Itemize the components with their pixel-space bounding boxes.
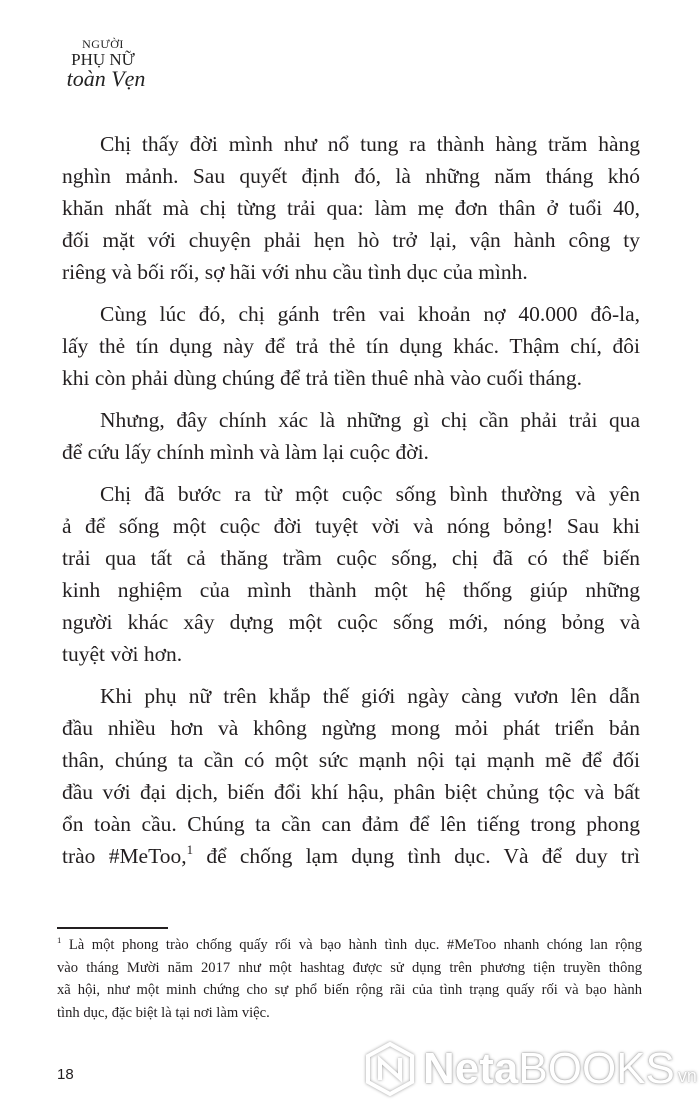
text-line	[62, 404, 640, 436]
footnote	[57, 934, 642, 1024]
line-text: để cứu lấy chính mình và làm lại cuộc đời.	[62, 440, 429, 464]
footnote-reference[interactable]: 1	[186, 842, 194, 857]
paragraph	[62, 404, 640, 468]
text-line	[62, 362, 640, 394]
line-text: khăn nhất mà chị từng trải qua: làm mẹ đơn thân ở tuổi 40,	[62, 196, 640, 220]
footnote-line	[57, 1002, 642, 1025]
line-text: tuyệt vời hơn.	[62, 642, 183, 666]
footnote-divider	[57, 927, 168, 929]
footnote-text: xã hội, như một minh chứng cho sự phổ biến rộng rãi của tình trạng quấy rối và bạo hành	[57, 982, 642, 998]
footnote-text: Là một phong trào chống quấy rối và bạo hành tình dục. #MeToo nhanh chóng lan rộng	[68, 937, 643, 953]
line-text: thân, chúng ta cần có một sức mạnh nội tại mạnh mẽ để đối	[62, 748, 640, 772]
line-text: kinh nghiệm của mình thành một hệ thống giúp những	[62, 578, 640, 602]
line-text: ổn toàn cầu. Chúng ta cần can đảm để lên tiếng trong phong	[62, 812, 640, 836]
text-line	[62, 510, 640, 542]
text-line	[62, 330, 640, 362]
book-title-logo	[58, 38, 148, 90]
text-line	[62, 298, 640, 330]
paragraph	[62, 298, 640, 394]
text-line	[62, 808, 640, 840]
line-text: Chị thấy đời mình như nổ tung ra thành hàng trăm hàng	[100, 132, 640, 156]
footnote-text: tình dục, đặc biệt là tại nơi làm việc.	[57, 1004, 270, 1021]
line-text: Chị đã bước ra từ một cuộc sống bình thường và yên	[100, 482, 640, 506]
line-text: riêng và bối rối, sợ hãi với nhu cầu tình dục của mình.	[62, 260, 528, 284]
body-text	[62, 128, 640, 882]
line-text: khi còn phải dùng chúng để trả tiền thuê nhà vào cuối tháng.	[62, 366, 583, 390]
paragraph	[62, 128, 640, 288]
footnote-line	[57, 979, 642, 1002]
watermark-brand-a: Neta	[423, 1044, 519, 1093]
line-text: nghìn mảnh. Sau quyết định đó, là những năm tháng khó	[62, 164, 640, 188]
watermark-suffix: vn	[677, 1065, 697, 1086]
footnote-line	[57, 934, 642, 957]
line-text: trải qua tất cả thăng trầm cuộc sống, chị đã có thể biến	[62, 546, 640, 570]
line-text: để chống lạm dụng tình dục. Và để duy trì	[206, 844, 640, 868]
footnote-line	[57, 957, 642, 980]
text-line	[62, 542, 640, 574]
text-line	[62, 128, 640, 160]
text-line	[62, 478, 640, 510]
line-text: người khác xây dựng một cuộc sống mới, nóng bỏng và	[62, 610, 640, 634]
line-text: Cùng lúc đó, chị gánh trên vai khoản nợ 40.000 đô-la,	[100, 302, 640, 326]
line-text: đầu với đại dịch, biến đổi khí hậu, phân biệt chủng tộc và bất	[62, 780, 640, 804]
text-line	[62, 744, 640, 776]
footnote-text: vào tháng Mười năm 2017 như một hashtag được sử dụng trên phương tiện truyền thông	[57, 959, 642, 976]
page-number: 18	[57, 1066, 74, 1083]
footnote-marker: 1	[57, 934, 62, 945]
text-line	[62, 436, 640, 468]
line-text: đối mặt với chuyện phải hẹn hò trở lại, vận hành công ty	[62, 228, 640, 252]
text-line	[62, 256, 640, 288]
line-text: Khi phụ nữ trên khắp thế giới ngày càng vươn lên dẫn	[100, 684, 640, 708]
line-text: ả để sống một cuộc đời tuyệt vời và nóng bỏng! Sau khi	[62, 514, 640, 538]
text-line	[62, 192, 640, 224]
watermark-brand-b: BOOKS	[518, 1044, 675, 1093]
text-line	[62, 224, 640, 256]
text-line	[62, 638, 640, 670]
text-line	[62, 606, 640, 638]
logo-line-1: NGƯỜI	[82, 37, 124, 51]
text-line	[62, 680, 640, 712]
netabooks-watermark	[365, 1042, 697, 1096]
text-line	[62, 160, 640, 192]
paragraph	[62, 478, 640, 670]
text-line	[62, 840, 640, 872]
paragraph	[62, 680, 640, 872]
logo-line-3: toàn Vẹn	[66, 66, 146, 91]
text-line	[62, 776, 640, 808]
netabooks-logo-icon	[365, 1042, 415, 1096]
line-text: lấy thẻ tín dụng này để trả thẻ tín dụng khác. Thậm chí, đôi	[62, 334, 640, 358]
line-text: trào #MeToo,	[62, 844, 187, 868]
logo-line-2: PHỤ NỮ	[71, 50, 135, 69]
text-line	[62, 712, 640, 744]
line-text: Nhưng, đây chính xác là những gì chị cần phải trải qua	[100, 408, 640, 432]
text-line	[62, 574, 640, 606]
line-text: đầu nhiều hơn và không ngừng mong mỏi phát triển bản	[62, 716, 640, 740]
